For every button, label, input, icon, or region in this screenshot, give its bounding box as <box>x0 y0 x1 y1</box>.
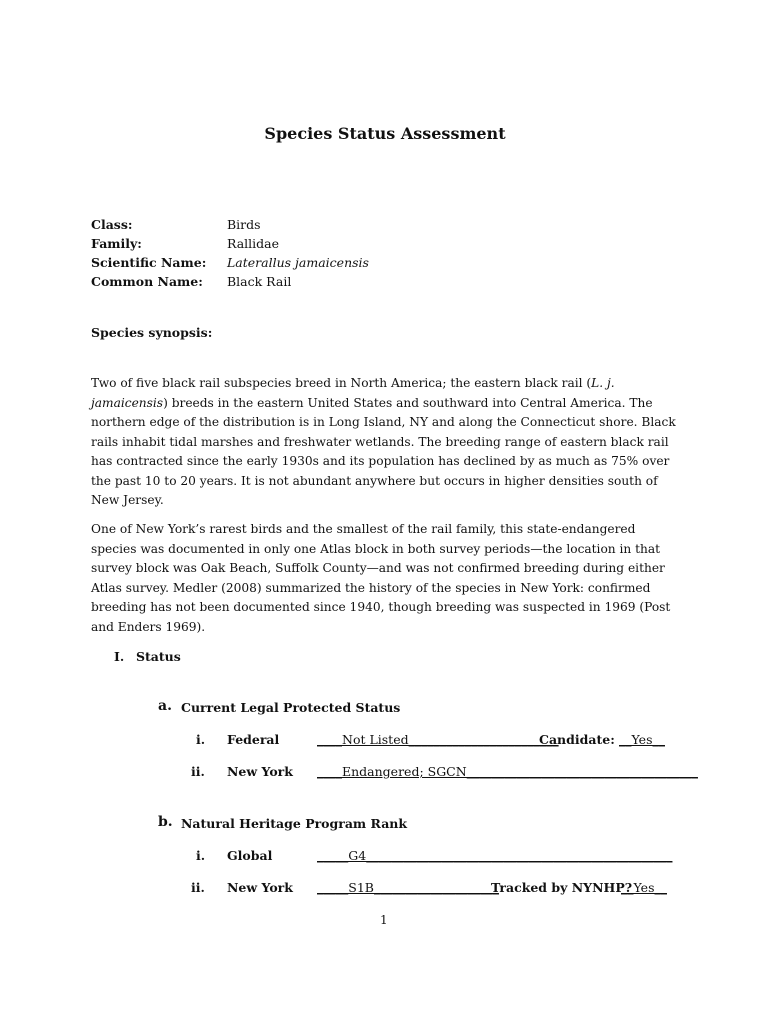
page-title: Species Status Assessment <box>264 124 506 143</box>
ny-rank-label: New York <box>227 880 293 895</box>
para1-text-a: Two of five black rail subspecies breed in North America; the eastern black rail ( <box>91 376 592 390</box>
page-number: 1 <box>380 913 388 927</box>
para1-subspecies-name: L. j. jamaicensis <box>91 376 615 410</box>
synopsis-heading: Species synopsis: <box>91 325 213 340</box>
tracked-value: __Yes__ <box>621 880 667 895</box>
common-name-value: Black Rail <box>227 274 292 289</box>
federal-label: Federal <box>227 732 280 747</box>
global-rank-label: Global <box>227 848 273 863</box>
candidate-label: Candidate: <box>539 732 615 747</box>
class-value: Birds <box>227 217 261 232</box>
ny-status-num: ii. <box>191 764 205 779</box>
scientific-name-label: Scientific Name: <box>91 255 207 270</box>
ny-rank-num: ii. <box>191 880 205 895</box>
federal-value: ____Not Listed________________________ <box>317 732 559 747</box>
family-value: Rallidae <box>227 236 279 251</box>
subsection-b-letter: b. <box>158 814 173 830</box>
section-number: I. <box>114 649 125 664</box>
subsection-a-letter: a. <box>158 698 172 714</box>
synopsis-paragraph-1 <box>91 374 683 511</box>
class-label: Class: <box>91 217 133 232</box>
tracked-label: Tracked by NYNHP? <box>491 880 633 895</box>
synopsis-paragraph-2: One of New York’s rarest birds and the smallest of the rail family, this state-endangered species was documented in only one Atlas block in both survey periods—the location in that survey block was Oak Beach, Suffolk County—and was not confirmed breeding during either Atlas survey. Medler (2008) summarized the history of the species in New York: confirmed breeding has not been documented since 1940, though breeding was suspected in 1969 (Post and Enders 1969). <box>91 522 671 634</box>
subsection-a-heading: Current Legal Protected Status <box>181 700 401 715</box>
candidate-value: __Yes__ <box>619 732 665 747</box>
subsection-b-heading: Natural Heritage Program Rank <box>181 816 408 831</box>
ny-status-label: New York <box>227 764 293 779</box>
section-heading-status: Status <box>136 649 181 664</box>
federal-num: i. <box>196 732 206 747</box>
ny-rank-value: _____S1B____________________ <box>317 880 499 895</box>
para1-text-c: ) breeds in the eastern United States and southward into Central America. The northern edge of the distribution is in Long Island, NY and along the Connecticut shore. Black rails inhabit tidal marshes and freshwater wetlands. The breeding range of eastern black rail has contracted since the early 1930s and its population has declined by as much as 75% over the past 10 to 20 years. It is not abundant anywhere but occurs in higher densities south of New Jersey. <box>91 395 676 507</box>
ny-status-value: ____Endangered; SGCN_____________________________________ <box>317 764 698 779</box>
global-rank-value: _____G4_________________________________________________ <box>317 848 673 863</box>
common-name-label: Common Name: <box>91 274 203 289</box>
family-label: Family: <box>91 236 142 251</box>
scientific-name-value: Laterallus jamaicensis <box>227 255 369 270</box>
global-rank-num: i. <box>196 848 206 863</box>
